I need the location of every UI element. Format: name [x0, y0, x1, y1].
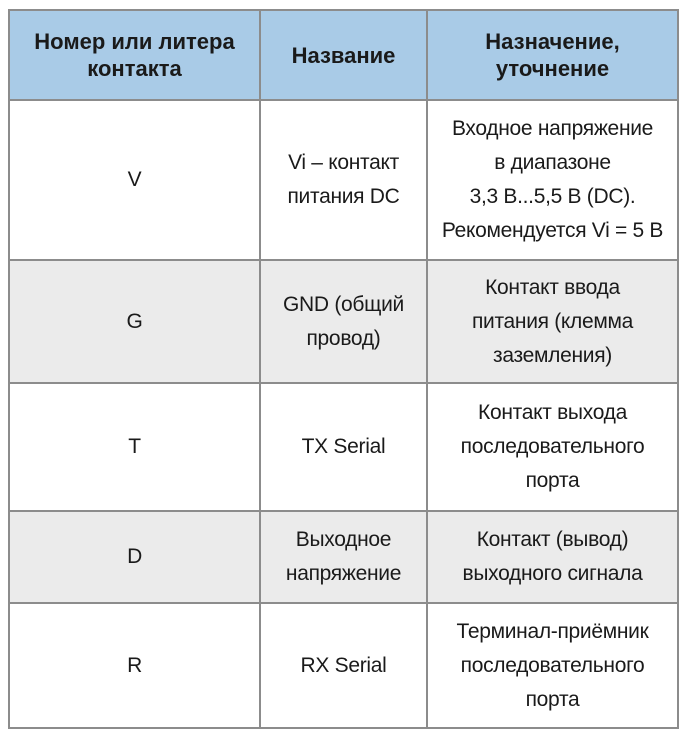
header-purpose-line: уточнение: [495, 56, 610, 81]
pin-cell: V: [9, 100, 260, 260]
header-pin-line: Номер или литера: [34, 29, 235, 54]
header-row: [9, 10, 678, 100]
name-cell: [260, 603, 427, 728]
purpose-line: питания (клемма: [471, 309, 634, 333]
table-row: [9, 100, 678, 260]
header-purpose: [427, 10, 678, 100]
purpose-line: Контакт (вывод): [476, 528, 629, 551]
name-line: Выходное: [295, 528, 392, 551]
purpose-cell: [427, 260, 678, 383]
purpose-line: порта: [525, 469, 580, 492]
purpose-cell: [427, 383, 678, 511]
name-line: питания DC: [287, 185, 400, 208]
name-line: TX Serial: [301, 435, 386, 458]
pin-cell: T: [9, 383, 260, 511]
header-name-line: Название: [291, 42, 396, 68]
name-line: GND (общий: [283, 292, 404, 316]
purpose-cell: [427, 603, 678, 728]
name-line: RX Serial: [300, 653, 387, 677]
table-row: [9, 511, 678, 603]
name-cell: [260, 100, 427, 260]
purpose-cell: [427, 100, 678, 260]
name-line: напряжение: [285, 562, 402, 585]
purpose-line: в диапазоне: [494, 151, 611, 174]
purpose-line: Контакт ввода: [485, 275, 620, 299]
purpose-line: последовательного: [460, 435, 645, 458]
name-cell: [260, 383, 427, 511]
purpose-line: Контакт выхода: [478, 401, 627, 424]
name-line: провод): [306, 326, 381, 350]
purpose-line: порта: [525, 687, 580, 711]
purpose-line: выходного сигнала: [462, 562, 643, 585]
name-cell: [260, 260, 427, 383]
pin-table: [8, 9, 679, 729]
purpose-line: заземления): [493, 343, 612, 367]
header-name: [260, 10, 427, 100]
header-purpose-line: Назначение,: [485, 29, 620, 54]
purpose-line: последовательного: [460, 653, 645, 677]
pin-cell: R: [9, 603, 260, 728]
purpose-cell: [427, 511, 678, 603]
header-pin-line: контакта: [87, 56, 182, 81]
purpose-line: Рекомендуется Vi = 5 В: [441, 219, 664, 242]
purpose-line: Терминал-приёмник: [456, 619, 649, 643]
table-row: [9, 260, 678, 383]
header-pin: [9, 10, 260, 100]
purpose-line: 3,3 В...5,5 В (DC).: [469, 185, 636, 208]
purpose-line: Входное напряжение: [451, 117, 654, 140]
table-row: [9, 383, 678, 511]
pin-cell: D: [9, 511, 260, 603]
name-cell: [260, 511, 427, 603]
table-row: [9, 603, 678, 728]
name-line: Vi – контакт: [288, 151, 399, 174]
pin-cell: G: [9, 260, 260, 383]
